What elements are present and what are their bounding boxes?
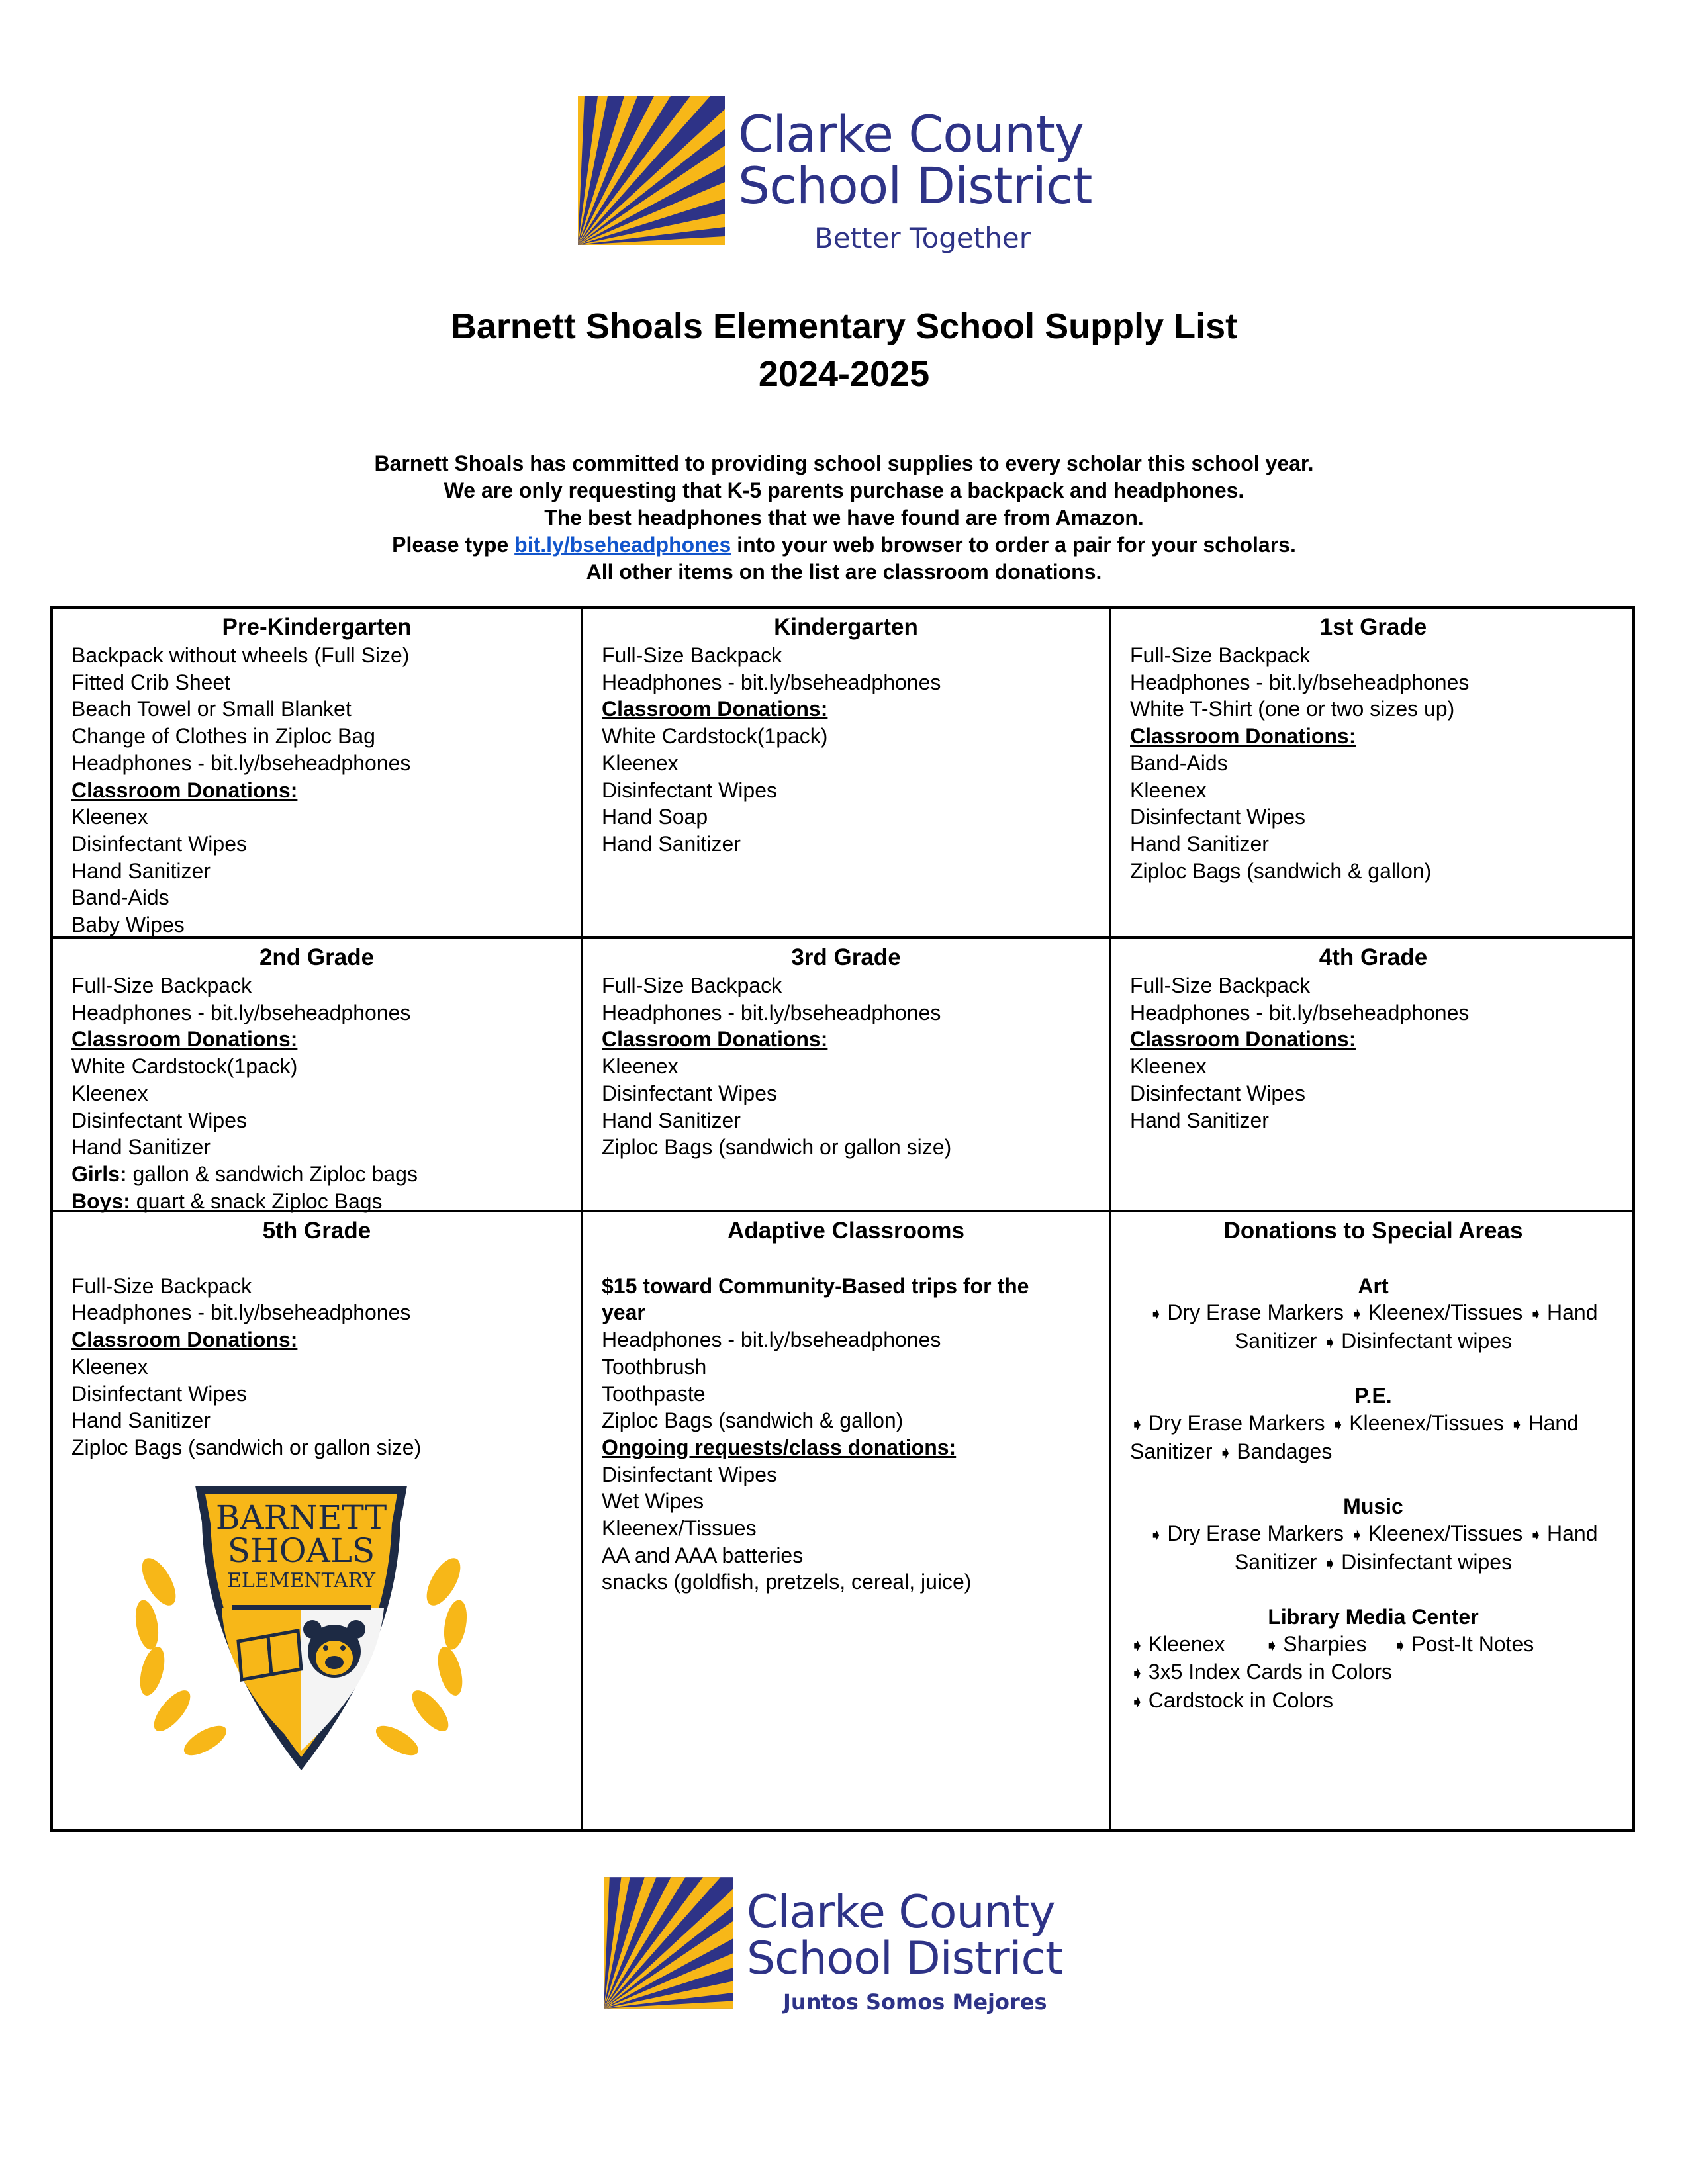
cell-heading: Adaptive Classrooms <box>727 1218 964 1244</box>
page-year: 2024-2025 <box>758 354 930 394</box>
list-item: Change of Clothes in Ziploc Bag <box>71 724 375 749</box>
list-item: Full-Size Backpack <box>71 1273 252 1298</box>
list-item: Full-Size Backpack <box>1130 643 1311 667</box>
intro-line: Barnett Shoals has committed to providing school supplies to every scholar this school year. <box>374 451 1314 475</box>
bullet-icon: ➧ <box>1528 1304 1543 1324</box>
list-item: Disinfectant Wipes <box>602 1462 777 1486</box>
list-item: Toothbrush <box>602 1354 707 1379</box>
cell-heading: 2nd Grade <box>259 944 375 970</box>
list-item: Disinfectant Wipes <box>1130 805 1305 829</box>
bullet-icon: ➧ <box>1130 1692 1145 1712</box>
list-item: Headphones - bit.ly/bseheadphones <box>71 1000 411 1024</box>
district-logo-top <box>578 96 1092 254</box>
list-item: Kleenex <box>1130 1054 1207 1079</box>
list-item: Hand Sanitizer <box>1130 1108 1269 1132</box>
bullet-icon: ➧ <box>1130 1414 1145 1435</box>
trip-line: $15 toward Community-Based trips for the <box>602 1273 1029 1298</box>
logo-tagline: Juntos Somos Mejores <box>783 1989 1047 2015</box>
list-item: Hand Sanitizer <box>71 1135 211 1160</box>
area-items: ➧ Cardstock in Colors <box>1130 1688 1333 1713</box>
bullet-icon: ➧ <box>1323 1332 1338 1353</box>
list-item: Band-Aids <box>71 886 169 910</box>
list-item: Disinfectant Wipes <box>1130 1081 1305 1105</box>
crest-line-3: ELEMENTARY <box>226 1569 376 1592</box>
sunburst-logo-icon <box>604 1877 733 2009</box>
page-title: Barnett Shoals Elementary School Supply List <box>450 306 1238 346</box>
list-item: Hand Sanitizer <box>71 858 211 883</box>
list-item: Beach Towel or Small Blanket <box>71 697 352 721</box>
list-item: Girls: gallon & sandwich Ziploc bags <box>71 1161 418 1186</box>
cell-heading: 3rd Grade <box>791 944 901 970</box>
cell-1st-grade <box>1111 609 1635 884</box>
list-item: Full-Size Backpack <box>71 974 252 997</box>
donations-label: Classroom Donations: <box>602 697 828 721</box>
cell-adaptive-classrooms <box>583 1212 1109 1596</box>
list-item: Baby Wipes <box>71 913 185 937</box>
area-items: Sanitizer ➧ Disinfectant wipes <box>1234 1329 1513 1353</box>
list-item: Wet Wipes <box>602 1489 704 1514</box>
bullet-icon: ➧ <box>1349 1524 1364 1545</box>
donations-label: Classroom Donations: <box>71 1027 298 1052</box>
crest-line-2: SHOALS <box>227 1531 375 1570</box>
list-item: Full-Size Backpack <box>602 643 782 667</box>
list-item: Ziploc Bags (sandwich & gallon) <box>1130 858 1432 883</box>
logo-line-1: Clarke County <box>747 1886 1055 1938</box>
bullet-icon: ➧ <box>1264 1635 1280 1655</box>
cell-heading: 1st Grade <box>1319 614 1427 640</box>
district-logo-bottom <box>604 1877 1062 2015</box>
sunburst-logo-icon <box>578 96 725 245</box>
area-items: Sanitizer ➧ Disinfectant wipes <box>1234 1549 1513 1574</box>
list-item: Kleenex <box>1130 778 1207 802</box>
list-item: Hand Sanitizer <box>602 831 741 856</box>
list-item: Kleenex <box>71 1354 148 1379</box>
list-item: Boys: quart & snack Ziploc Bags <box>71 1189 383 1213</box>
area-title-pe: P.E. <box>1354 1384 1392 1408</box>
donations-label: Classroom Donations: <box>71 1328 298 1352</box>
bullet-icon: ➧ <box>1528 1524 1543 1545</box>
list-item: Full-Size Backpack <box>602 974 782 997</box>
list-item: Kleenex <box>602 751 679 775</box>
school-crest-logo <box>132 1482 470 1774</box>
bullet-icon: ➧ <box>1323 1553 1338 1573</box>
bullet-icon: ➧ <box>1149 1304 1164 1324</box>
list-item: Headphones - bit.ly/bseheadphones <box>1130 1000 1470 1024</box>
intro-paragraph <box>0 450 1688 586</box>
bullet-icon: ➧ <box>1218 1442 1233 1463</box>
list-item: Kleenex <box>71 805 148 829</box>
list-item: Band-Aids <box>1130 751 1228 775</box>
bullet-icon: ➧ <box>1130 1635 1145 1655</box>
list-item: White Cardstock(1pack) <box>71 1054 298 1079</box>
list-item: Fitted Crib Sheet <box>71 670 231 694</box>
list-item: White T-Shirt (one or two sizes up) <box>1130 697 1455 721</box>
crest-line-1: BARNETT <box>215 1498 387 1537</box>
list-item: Kleenex <box>71 1081 148 1105</box>
list-item: Hand Sanitizer <box>602 1108 741 1132</box>
list-item: Toothpaste <box>602 1381 706 1406</box>
bullet-icon: ➧ <box>1393 1635 1408 1655</box>
area-items: Sanitizer ➧ Bandages <box>1130 1439 1333 1463</box>
cell-special-areas <box>1111 1212 1635 1715</box>
list-item: Headphones - bit.ly/bseheadphones <box>602 670 941 694</box>
logo-line-2: School District <box>747 1933 1062 1985</box>
list-item: Headphones - bit.ly/bseheadphones <box>1130 670 1470 694</box>
ongoing-label: Ongoing requests/class donations: <box>602 1435 957 1459</box>
cell-5th-grade <box>53 1212 581 1461</box>
intro-line: We are only requesting that K-5 parents purchase a backpack and headphones. <box>444 478 1244 502</box>
area-items: ➧ Kleenex ➧ Sharpies ➧ Post-It Notes <box>1130 1631 1534 1656</box>
cell-kindergarten <box>583 609 1109 858</box>
list-item: Disinfectant Wipes <box>602 778 777 802</box>
cell-2nd-grade <box>53 939 581 1214</box>
trip-line: year <box>602 1300 645 1325</box>
logo-line-2: School District <box>738 156 1092 215</box>
bullet-icon: ➧ <box>1130 1663 1145 1684</box>
list-item: Headphones - bit.ly/bseheadphones <box>71 751 411 775</box>
list-item: Hand Soap <box>602 805 708 829</box>
intro-line: The best headphones that we have found are from Amazon. <box>544 506 1144 529</box>
area-items: ➧ Dry Erase Markers ➧ Kleenex/Tissues ➧ Hand <box>1130 1411 1579 1435</box>
donations-label: Classroom Donations: <box>1130 724 1356 749</box>
list-item: Headphones - bit.ly/bseheadphones <box>71 1300 411 1325</box>
list-item: Kleenex <box>602 1054 679 1079</box>
headphones-link[interactable]: bit.ly/bseheadphones <box>514 533 731 557</box>
logo-line-1: Clarke County <box>738 105 1084 163</box>
intro-line: All other items on the list are classroom donations. <box>586 560 1102 584</box>
cell-heading: 4th Grade <box>1319 944 1428 970</box>
donations-label: Classroom Donations: <box>71 778 298 802</box>
list-item: Ziploc Bags (sandwich & gallon) <box>602 1408 904 1433</box>
cell-heading: Pre-Kindergarten <box>222 614 412 640</box>
area-items: ➧ 3x5 Index Cards in Colors <box>1130 1660 1392 1684</box>
intro-line: Please type bit.ly/bseheadphones into your web browser to order a pair for your scholars. <box>392 533 1296 557</box>
list-item: Disinfectant Wipes <box>71 831 247 856</box>
list-item: Disinfectant Wipes <box>71 1381 247 1406</box>
area-title-art: Art <box>1358 1273 1389 1298</box>
bullet-icon: ➧ <box>1509 1414 1524 1435</box>
cell-3rd-grade <box>583 939 1109 1161</box>
list-item: snacks (goldfish, pretzels, cereal, juice) <box>602 1570 972 1594</box>
list-item: Full-Size Backpack <box>1130 974 1311 997</box>
area-title-library: Library Media Center <box>1268 1605 1479 1629</box>
area-items: ➧ Dry Erase Markers ➧ Kleenex/Tissues ➧ Hand <box>1149 1300 1598 1325</box>
list-item: Hand Sanitizer <box>71 1408 211 1433</box>
list-item: Headphones - bit.ly/bseheadphones <box>602 1328 941 1352</box>
list-item: Disinfectant Wipes <box>71 1108 247 1132</box>
bullet-icon: ➧ <box>1331 1414 1346 1435</box>
donations-label: Classroom Donations: <box>602 1027 828 1052</box>
list-item: Backpack without wheels (Full Size) <box>71 643 410 667</box>
list-item: Disinfectant Wipes <box>602 1081 777 1105</box>
list-item: AA and AAA batteries <box>602 1543 804 1567</box>
area-title-music: Music <box>1343 1494 1403 1519</box>
cell-heading: Kindergarten <box>774 614 918 640</box>
bullet-icon: ➧ <box>1349 1304 1364 1324</box>
list-item: Headphones - bit.ly/bseheadphones <box>602 1000 941 1024</box>
cell-heading: Donations to Special Areas <box>1223 1218 1523 1244</box>
area-items: ➧ Dry Erase Markers ➧ Kleenex/Tissues ➧ Hand <box>1149 1521 1598 1545</box>
list-item: White Cardstock(1pack) <box>602 724 828 749</box>
bullet-icon: ➧ <box>1149 1524 1164 1545</box>
list-item: Kleenex/Tissues <box>602 1516 757 1541</box>
cell-pre-kindergarten <box>53 609 581 938</box>
donations-label: Classroom Donations: <box>1130 1027 1356 1052</box>
cell-4th-grade <box>1111 939 1635 1134</box>
list-item: Ziploc Bags (sandwich or gallon size) <box>602 1135 952 1160</box>
book-icon <box>238 1631 301 1680</box>
list-item: Hand Sanitizer <box>1130 831 1269 856</box>
logo-tagline: Better Together <box>814 222 1031 254</box>
cell-heading: 5th Grade <box>262 1218 371 1244</box>
list-item: Ziploc Bags (sandwich or gallon size) <box>71 1435 422 1459</box>
